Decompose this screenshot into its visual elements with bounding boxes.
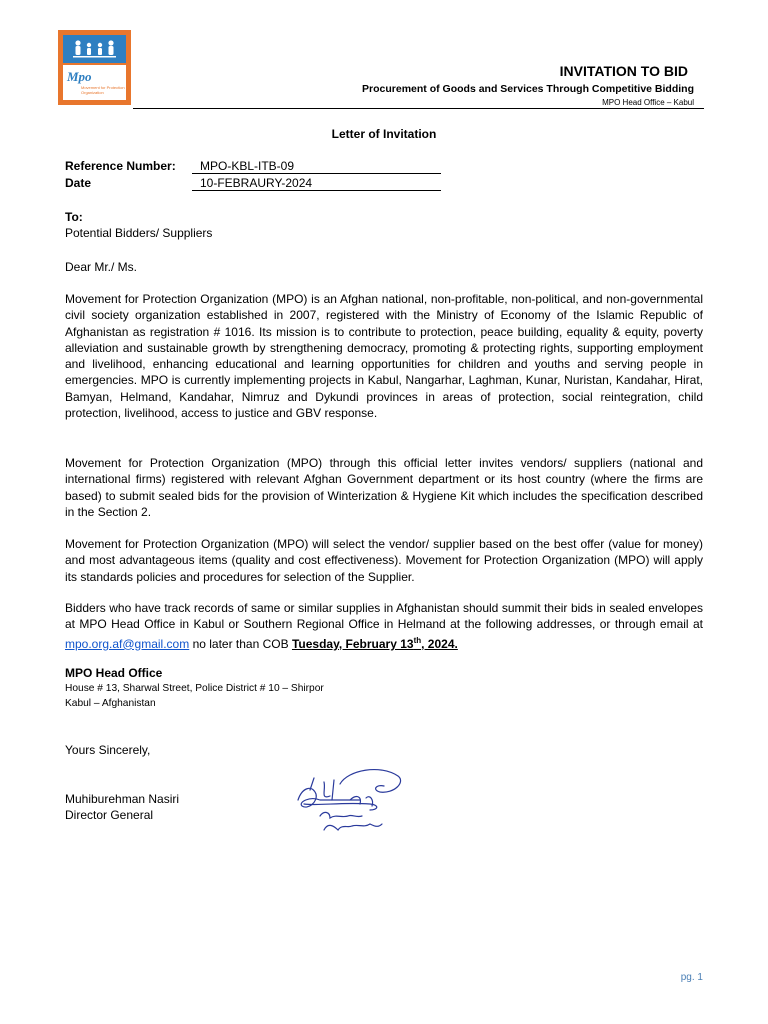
- reference-label: Reference Number:: [65, 159, 176, 173]
- signatory-position: Director General: [65, 808, 154, 823]
- page-number: pg. 1: [680, 972, 703, 983]
- header-divider: [133, 108, 704, 109]
- submission-deadline: [292, 637, 458, 651]
- document-title: INVITATION TO BID: [559, 63, 688, 79]
- address-line-2: Kabul – Afghanistan: [65, 698, 156, 710]
- letter-title: Letter of Invitation: [331, 127, 437, 141]
- address-title: MPO Head Office: [65, 666, 163, 680]
- closing: Yours Sincerely,: [65, 743, 151, 757]
- salutation: Dear Mr./ Ms.: [65, 260, 138, 274]
- paragraph-selection: Movement for Protection Organization (MPO) will select the vendor/ supplier based on the best offer (value for money) and most advantageous items (quality and cost effectiveness). Movement for Protection Organization (MPO) will apply its standards policies and procedures for selection of the Supplier.: [65, 537, 703, 584]
- signatory-name: Muhiburehman Nasiri: [65, 792, 180, 806]
- document-subtitle: Procurement of Goods and Services Through Competitive Bidding: [362, 83, 694, 95]
- submission-text: Bidders who have track records of same or similar supplies in Afghanistan should summit their bids in sealed envelopes at MPO Head Office in Kabul or Southern Regional Office in Helmand at the following addresses, or through email at: [65, 601, 703, 632]
- mpo-logo: [58, 30, 131, 105]
- logo-wordmark: [63, 65, 126, 100]
- paragraph-about-mpo: Movement for Protection Organization (MPO) is an Afghan national, non-profitable, non-political, and non-governmental civil society organization established in 2007, registered with the Ministry of Economy of the Islamic Republic of Afghanistan as registration # 1016. Its mission is to contribute to protection, peace building, equality & equity, poverty alleviation and sustainable growth by strengthening democracy, promoting & protecting rights, supporting employment and livelihood, enhancing educational and learning opportunities for children and youths and serving people in emergencies. MPO is currently implementing projects in Kabul, Nangarhar, Laghman, Kunar, Nuristan, Kandahar, Hirat, Bamyan, Helmand, Kandahar, Nimruz and Dykundi provinces in areas of protection, social reintegration, child protection, livelihood, access to justice and GBV response.: [65, 292, 703, 421]
- submission-cob: no later than COB: [189, 636, 292, 651]
- recipient-block: [65, 209, 703, 242]
- header-office: MPO Head Office – Kabul: [602, 98, 694, 107]
- to-label: To:: [65, 210, 83, 224]
- address-block: [65, 665, 703, 711]
- reference-value: MPO-KBL-ITB-09: [192, 159, 441, 174]
- logo-tagline: Movement for Protection Organization: [81, 85, 125, 95]
- date-value: 10-FEBRAURY-2024: [192, 176, 441, 191]
- recipient: Potential Bidders/ Suppliers: [65, 226, 213, 241]
- handwritten-signature: [290, 760, 412, 840]
- date-label: Date: [65, 176, 92, 190]
- logo-mark: Mpo: [67, 69, 92, 84]
- email-link[interactable]: mpo.org.af@gmail.com: [65, 636, 190, 651]
- deadline-suffix: th: [413, 635, 422, 645]
- deadline-date: Tuesday, February 13: [291, 636, 414, 651]
- logo-banner: [63, 35, 126, 63]
- address-line-1: House # 13, Sharwal Street, Police District # 10 – Shirpor: [65, 683, 324, 695]
- deadline-year: , 2024.: [421, 636, 458, 651]
- people-icon: [63, 35, 126, 63]
- paragraph-submission: [65, 600, 703, 652]
- paragraph-invitation: Movement for Protection Organization (MPO) through this official letter invites vendors/ suppliers (national and international firms) registered with relevant Afghan Government department or its host country (where the firms are based) to submit sealed bids for the provision of Winterization & Hygiene Kit which includes the specification described in the Section 2.: [65, 456, 703, 519]
